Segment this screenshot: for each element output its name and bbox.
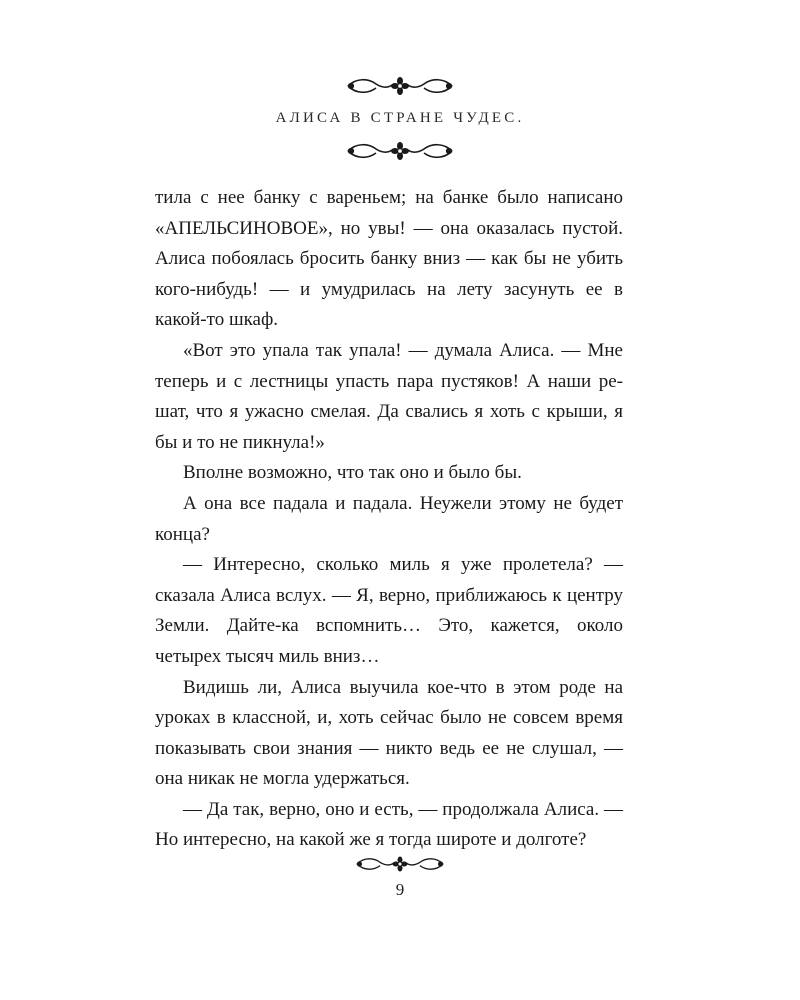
paragraph: Видишь ли, Алиса выучила кое-что в этом роде на уроках в классной, и, хоть сейчас было не совсем время показывать свои знания — никто ведь ее не слушал, — она никак не могла удержаться.: [155, 676, 623, 790]
header-ornament: [0, 140, 800, 162]
running-head: АЛИСА В СТРАНЕ ЧУДЕС.: [275, 110, 525, 126]
flourish-ornament-icon: [342, 75, 458, 97]
footer-ornament: [0, 854, 800, 874]
page-number: 9: [395, 880, 405, 899]
paragraph: «Вот это упала так упала! — думала Алиса. — Мне теперь и с лестницы упасть пара пустяков! А наши решат, что я ужасно смелая. Да свались я хоть с крыши, я бы и то не пикнула!»: [155, 339, 623, 453]
paragraph: — Да так, верно, оно и есть, — продолжала Алиса. — Но интересно, на какой же я тогда широте и долготе?: [155, 798, 623, 851]
paragraph: — Интересно, сколько миль я уже пролетела? — сказала Алиса вслух. — Я, верно, приближаюсь к центру Земли. Дайте-ка вспомнить… Это, кажется, около четырех тысяч миль вниз…: [155, 554, 623, 667]
paragraph: Вполне возможно, что так оно и было бы.: [183, 462, 522, 484]
flourish-ornament-icon: [342, 140, 458, 162]
body-text: [155, 183, 623, 856]
top-ornament: [0, 75, 800, 97]
flourish-ornament-icon: [352, 854, 448, 874]
paragraph: тила с нее банку с вареньем; на банке было написано «АПЕЛЬСИНОВОЕ», но увы! — она оказалась пустой. Алиса побоялась бросить банку вниз — как бы не убить кого-нибудь! — и умудрилась на лету засунуть ее в какой-то шкаф.: [155, 187, 623, 331]
paragraph: А она все падала и падала. Неужели этому не будет конца?: [155, 492, 623, 545]
